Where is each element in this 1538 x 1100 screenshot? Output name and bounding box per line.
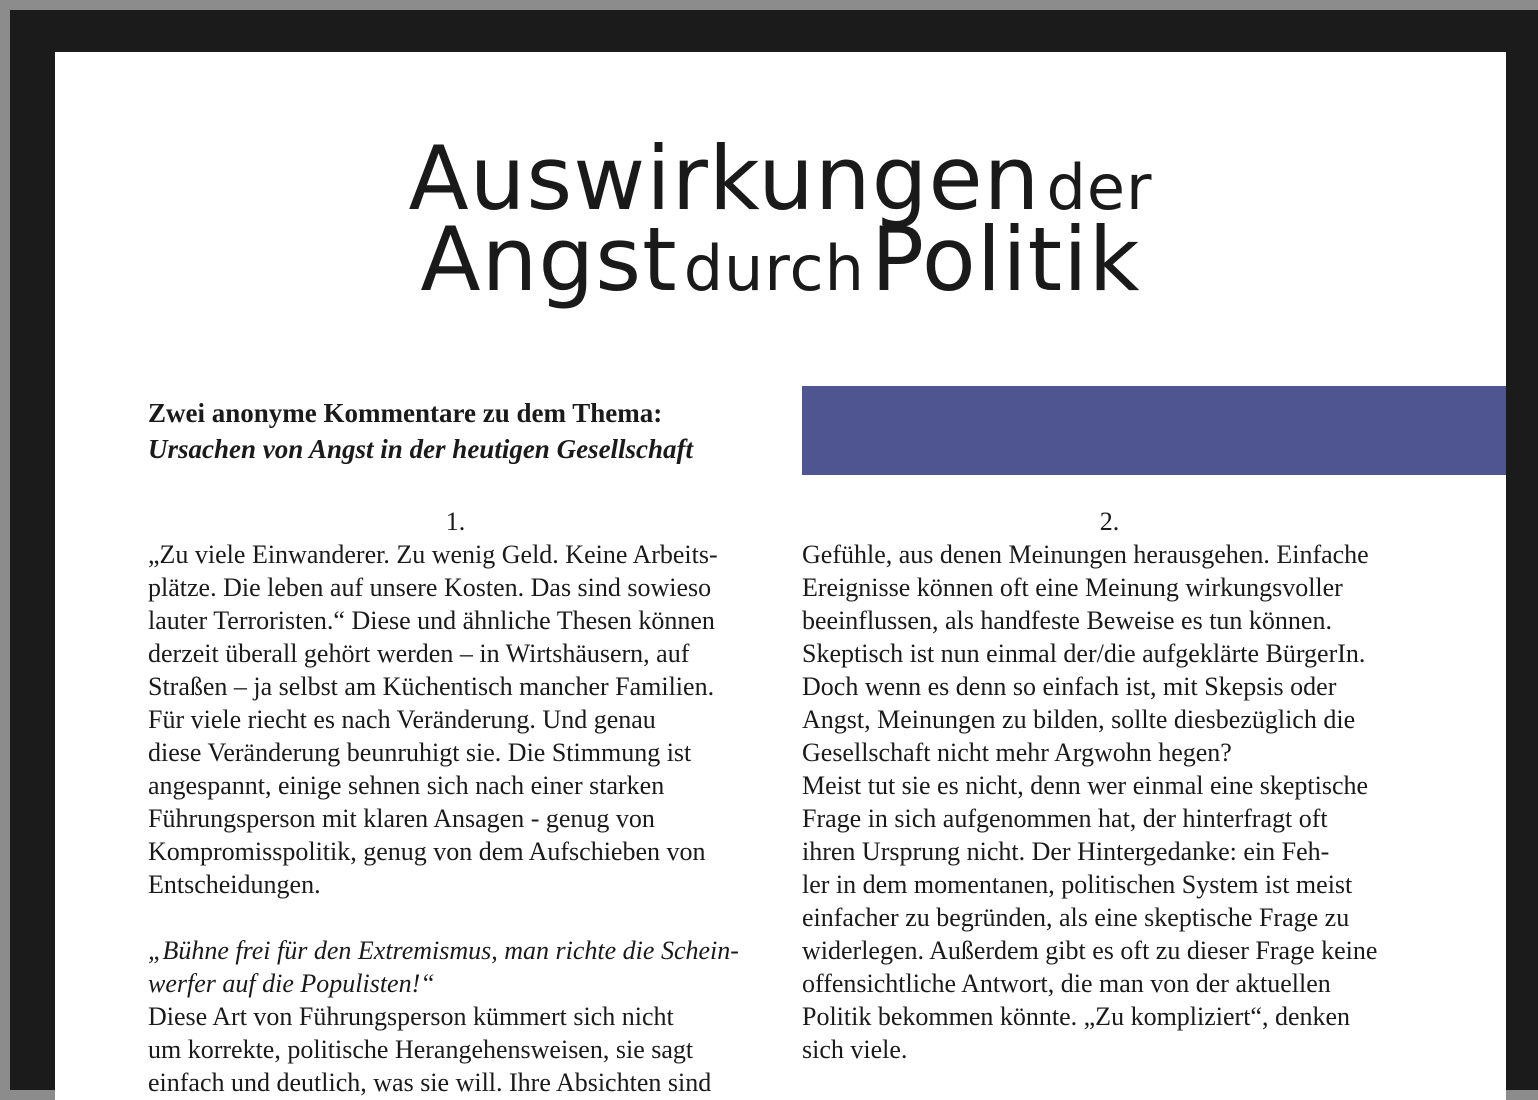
document-page <box>55 52 1506 1100</box>
text-line: angespannt, einige sehnen sich nach einer starken <box>148 771 665 800</box>
text-line: Kompromisspolitik, genug von dem Aufschieben von <box>148 837 706 866</box>
title-word-durch: durch <box>683 232 865 305</box>
text-line: lauter Terroristen.“ Diese und ähnliche Thesen können <box>148 606 715 635</box>
text-line: widerlegen. Außerdem gibt es oft zu dieser Frage keine <box>802 936 1378 965</box>
subheading-bold: Zwei anonyme Kommentare zu dem Thema: <box>148 398 663 428</box>
text-line: diese Veränderung beunruhigt sie. Die Stimmung ist <box>148 738 692 767</box>
text-line: Straßen – ja selbst am Küchentisch mancher Familien. <box>148 672 715 701</box>
text-line: derzeit überall gehört werden – in Wirtshäusern, auf <box>148 639 690 668</box>
text-line: Politik bekommen könnte. „Zu kompliziert“, denken <box>802 1002 1351 1031</box>
text-line: plätze. Die leben auf unsere Kosten. Das sind sowieso <box>148 573 712 602</box>
text-line: Skeptisch ist nun einmal der/die aufgeklärte BürgerIn. <box>802 639 1366 668</box>
title-word-auswirkungen: Auswirkungen <box>408 127 1041 230</box>
text-line: einfach und deutlich, was sie will. Ihre Absichten sind <box>148 1068 712 1097</box>
title-word-angst: Angst <box>420 208 678 311</box>
text-line: Doch wenn es denn so einfach ist, mit Skepsis oder <box>802 672 1337 701</box>
comment-number-1: 1. <box>445 507 466 536</box>
comment-column-2 <box>802 505 1417 1066</box>
text-line: Gefühle, aus denen Meinungen herausgehen. Einfache <box>802 540 1369 569</box>
page-title-line-1 <box>55 127 1506 230</box>
subheading-italic: Ursachen von Angst in der heutigen Gesellschaft <box>148 434 694 464</box>
paragraph-gap <box>148 901 763 934</box>
text-line: Frage in sich aufgenommen hat, der hinterfragt oft <box>802 804 1328 833</box>
text-line: Führungsperson mit klaren Ansagen - genug von <box>148 804 655 833</box>
quote-line: werfer auf die Populisten!“ <box>148 969 435 998</box>
text-line: Angst, Meinungen zu bilden, sollte diesbezüglich die <box>802 705 1356 734</box>
comment-column-1 <box>148 505 763 1099</box>
text-line: Gesellschaft nicht mehr Argwohn hegen? <box>802 738 1232 767</box>
text-line: Ereignisse können oft eine Meinung wirkungsvoller <box>802 573 1343 602</box>
text-line: „Zu viele Einwanderer. Zu wenig Geld. Keine Arbeits- <box>148 540 718 569</box>
title-word-der: der <box>1046 151 1153 224</box>
document-frame <box>10 10 1538 1097</box>
text-line: ler in dem momentanen, politischen System ist meist <box>802 870 1353 899</box>
text-line: um korrekte, politische Herangehensweisen, sie sagt <box>148 1035 694 1064</box>
text-line: sich viele. <box>802 1035 908 1064</box>
text-line: ihren Ursprung nicht. Der Hintergedanke: ein Feh- <box>802 837 1330 866</box>
page-title-line-2 <box>55 208 1506 311</box>
subheading <box>148 395 788 467</box>
text-line: offensichtliche Antwort, die man von der aktuellen <box>802 969 1331 998</box>
title-word-politik: Politik <box>870 208 1141 311</box>
text-line: Für viele riecht es nach Veränderung. Und genau <box>148 705 656 734</box>
text-line: Diese Art von Führungsperson kümmert sich nicht <box>148 1002 674 1031</box>
text-line: Meist tut sie es nicht, denn wer einmal eine skeptische <box>802 771 1369 800</box>
quote-line: „Bühne frei für den Extremismus, man richte die Schein- <box>148 936 739 965</box>
text-line: einfacher zu begründen, als eine skeptische Frage zu <box>802 903 1350 932</box>
text-line: Entscheidungen. <box>148 870 321 899</box>
text-line: beeinflussen, als handfeste Beweise es tun können. <box>802 606 1332 635</box>
comment-number-2: 2. <box>1099 507 1120 536</box>
accent-bar <box>802 386 1506 475</box>
